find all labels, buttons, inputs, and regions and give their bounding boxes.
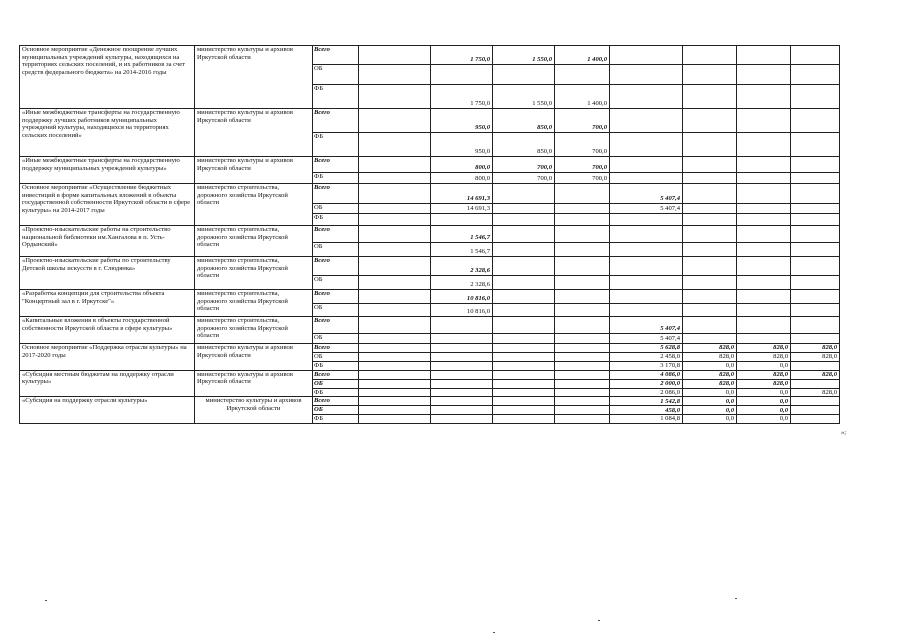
funding-source-cell: ФБ [313, 133, 359, 157]
amount-cell [683, 290, 737, 304]
table-row [20, 157, 840, 173]
amount-cell [737, 133, 791, 157]
amount-cell: 14 691,3 [431, 204, 493, 214]
amount-cell [791, 85, 840, 109]
amount-cell: 0,0 [683, 397, 737, 406]
amount-cell [359, 379, 431, 388]
amount-cell [493, 334, 555, 344]
amount-cell [610, 133, 683, 157]
amount-cell [493, 353, 555, 362]
amount-cell [791, 397, 840, 406]
amount-cell [683, 226, 737, 243]
amount-cell [555, 304, 610, 317]
amount-cell: 1 546,7 [431, 226, 493, 243]
amount-cell: 850,0 [493, 109, 555, 133]
amount-cell [359, 173, 431, 184]
amount-cell [359, 353, 431, 362]
amount-cell [359, 257, 431, 276]
amount-cell [737, 243, 791, 257]
amount-cell [683, 214, 737, 226]
amount-cell [683, 317, 737, 334]
amount-cell [359, 276, 431, 290]
amount-cell [493, 397, 555, 406]
amount-cell [359, 204, 431, 214]
funding-source-cell: ОБ [313, 334, 359, 344]
amount-cell: 1 550,0 [493, 85, 555, 109]
amount-cell: 700,0 [555, 133, 610, 157]
amount-cell [683, 173, 737, 184]
amount-cell: 0,0 [737, 388, 791, 397]
activity-name-cell: «Капитальные вложения в объекты государственной собственности Иркутской области в сфере культуры» [20, 317, 195, 344]
budget-table [19, 45, 840, 424]
amount-cell [737, 214, 791, 226]
amount-cell: 700,0 [555, 109, 610, 133]
amount-cell [610, 157, 683, 173]
amount-cell: 828,0 [683, 370, 737, 379]
amount-cell [791, 214, 840, 226]
funding-source-cell: Всего [313, 290, 359, 304]
funding-source-cell: ОБ [313, 379, 359, 388]
amount-cell: 828,0 [791, 370, 840, 379]
amount-cell: 828,0 [683, 379, 737, 388]
amount-cell: 828,0 [791, 353, 840, 362]
amount-cell [737, 184, 791, 204]
activity-name-cell: «Субсидия местным бюджетам на поддержку отрасли культуры» [20, 370, 195, 397]
amount-cell [737, 290, 791, 304]
amount-cell: 828,0 [737, 353, 791, 362]
amount-cell: 14 691,3 [431, 184, 493, 204]
amount-cell [791, 379, 840, 388]
closing-quote-mark: »; [841, 429, 847, 436]
amount-cell: 950,0 [431, 109, 493, 133]
amount-cell [359, 317, 431, 334]
amount-cell [791, 334, 840, 344]
table-row [20, 46, 840, 65]
funding-source-cell: ОБ [313, 65, 359, 85]
funding-source-cell: ОБ [313, 243, 359, 257]
amount-cell [359, 344, 431, 353]
activity-name-cell: «Разработка концепции для строительства объекта "Концертный зал в г. Иркутске"» [20, 290, 195, 317]
amount-cell [555, 334, 610, 344]
amount-cell: 828,0 [791, 344, 840, 353]
activity-name-cell: «Субсидия на поддержку отрасли культуры» [20, 397, 195, 424]
amount-cell [431, 379, 493, 388]
table-row [20, 226, 840, 243]
amount-cell [493, 370, 555, 379]
executor-cell: министерство культуры и архивов Иркутской области [195, 109, 313, 157]
amount-cell [683, 46, 737, 65]
funding-source-cell: ФБ [313, 214, 359, 226]
amount-cell [555, 214, 610, 226]
amount-cell [737, 257, 791, 276]
table-row [20, 290, 840, 304]
amount-cell [610, 65, 683, 85]
funding-source-cell: ФБ [313, 388, 359, 397]
executor-cell: министерство культуры и архивов Иркутской области [195, 397, 313, 424]
amount-cell [431, 388, 493, 397]
amount-cell [737, 65, 791, 85]
amount-cell [555, 370, 610, 379]
amount-cell [555, 344, 610, 353]
amount-cell [493, 388, 555, 397]
table-row [20, 397, 840, 406]
amount-cell: 1 750,0 [431, 46, 493, 65]
amount-cell [555, 397, 610, 406]
amount-cell [359, 406, 431, 415]
funding-source-cell: Всего [313, 157, 359, 173]
amount-cell [431, 344, 493, 353]
amount-cell [791, 173, 840, 184]
amount-cell [555, 388, 610, 397]
table-row [20, 370, 840, 379]
amount-cell [555, 257, 610, 276]
amount-cell [359, 65, 431, 85]
amount-cell [493, 243, 555, 257]
amount-cell [737, 334, 791, 344]
amount-cell [359, 397, 431, 406]
amount-cell [737, 204, 791, 214]
amount-cell [493, 226, 555, 243]
table-row [20, 344, 840, 353]
amount-cell [493, 204, 555, 214]
amount-cell [683, 85, 737, 109]
funding-source-cell: Всего [313, 226, 359, 243]
amount-cell: 2 000,0 [610, 379, 683, 388]
amount-cell [493, 214, 555, 226]
funding-source-cell: Всего [313, 109, 359, 133]
amount-cell: 1 400,0 [555, 46, 610, 65]
amount-cell [555, 415, 610, 424]
amount-cell: 5 628,8 [610, 344, 683, 353]
amount-cell [737, 85, 791, 109]
amount-cell [493, 415, 555, 424]
activity-name-cell: «Проектно-изыскательские работы на строительство национальной библиотеки им.Хангалова в п. Усть-Ордынский» [20, 226, 195, 257]
amount-cell [493, 379, 555, 388]
amount-cell: 5 407,4 [610, 204, 683, 214]
amount-cell: 850,0 [493, 133, 555, 157]
amount-cell: 10 816,0 [431, 290, 493, 304]
amount-cell [737, 304, 791, 317]
amount-cell: 828,0 [683, 353, 737, 362]
amount-cell [359, 157, 431, 173]
scan-speck [598, 620, 600, 621]
funding-source-cell: ФБ [313, 362, 359, 371]
amount-cell [431, 65, 493, 85]
amount-cell: 1 400,0 [555, 85, 610, 109]
amount-cell [683, 109, 737, 133]
amount-cell [555, 243, 610, 257]
amount-cell [791, 226, 840, 243]
amount-cell: 828,0 [737, 344, 791, 353]
amount-cell [683, 304, 737, 317]
amount-cell [431, 397, 493, 406]
amount-cell [683, 204, 737, 214]
amount-cell [359, 85, 431, 109]
amount-cell [555, 406, 610, 415]
amount-cell [791, 109, 840, 133]
amount-cell [493, 290, 555, 304]
amount-cell: 1 546,7 [431, 243, 493, 257]
activity-name-cell: «Проектно-изыскательские работы по строительству Детской школы искусств в г. Слюдянка» [20, 257, 195, 290]
amount-cell [683, 133, 737, 157]
amount-cell [683, 334, 737, 344]
funding-source-cell: ОБ [313, 304, 359, 317]
amount-cell [493, 344, 555, 353]
amount-cell [610, 214, 683, 226]
amount-cell: 0,0 [683, 388, 737, 397]
amount-cell: 828,0 [737, 370, 791, 379]
amount-cell [359, 334, 431, 344]
amount-cell: 800,0 [431, 173, 493, 184]
amount-cell: 5 407,4 [610, 184, 683, 204]
amount-cell: 0,0 [737, 397, 791, 406]
amount-cell [610, 257, 683, 276]
amount-cell [555, 290, 610, 304]
executor-cell: министерство строительства, дорожного хозяйства Иркутской области [195, 184, 313, 226]
amount-cell [359, 226, 431, 243]
amount-cell: 828,0 [791, 388, 840, 397]
funding-source-cell: ФБ [313, 173, 359, 184]
amount-cell [359, 362, 431, 371]
amount-cell: 0,0 [737, 362, 791, 371]
amount-cell: 828,0 [737, 379, 791, 388]
amount-cell [610, 243, 683, 257]
amount-cell [683, 157, 737, 173]
amount-cell: 1 084,8 [610, 415, 683, 424]
amount-cell: 2 328,6 [431, 257, 493, 276]
amount-cell: 700,0 [555, 173, 610, 184]
amount-cell [493, 257, 555, 276]
table-row [20, 184, 840, 204]
amount-cell [359, 133, 431, 157]
funding-source-cell: ОБ [313, 204, 359, 214]
amount-cell: 2 086,0 [610, 388, 683, 397]
funding-source-cell: Всего [313, 184, 359, 204]
amount-cell [431, 362, 493, 371]
amount-cell [610, 304, 683, 317]
amount-cell [737, 317, 791, 334]
amount-cell: 828,0 [683, 344, 737, 353]
funding-source-cell: Всего [313, 257, 359, 276]
funding-source-cell: Всего [313, 317, 359, 334]
amount-cell [737, 157, 791, 173]
amount-cell [791, 157, 840, 173]
amount-cell [610, 173, 683, 184]
amount-cell [493, 304, 555, 317]
executor-cell: министерство строительства, дорожного хозяйства Иркутской области [195, 257, 313, 290]
amount-cell: 4 086,0 [610, 370, 683, 379]
amount-cell [493, 317, 555, 334]
amount-cell [431, 370, 493, 379]
amount-cell [359, 415, 431, 424]
amount-cell [737, 226, 791, 243]
amount-cell [610, 226, 683, 243]
amount-cell [359, 243, 431, 257]
scan-speck [493, 632, 495, 633]
amount-cell [610, 276, 683, 290]
amount-cell [791, 204, 840, 214]
activity-name-cell: «Иные межбюджетные трансферты на государственную поддержку муниципальных учреждений культуры» [20, 157, 195, 184]
amount-cell [683, 184, 737, 204]
amount-cell [683, 257, 737, 276]
amount-cell [431, 353, 493, 362]
table-row [20, 317, 840, 334]
amount-cell [737, 276, 791, 290]
amount-cell [493, 362, 555, 371]
amount-cell [555, 204, 610, 214]
amount-cell [555, 353, 610, 362]
amount-cell [359, 304, 431, 317]
amount-cell [493, 65, 555, 85]
amount-cell [431, 406, 493, 415]
funding-source-cell: ОБ [313, 353, 359, 362]
funding-source-cell: ОБ [313, 276, 359, 290]
scan-speck [45, 600, 47, 601]
amount-cell [791, 184, 840, 204]
amount-cell [431, 415, 493, 424]
amount-cell: 1 750,0 [431, 85, 493, 109]
amount-cell [555, 379, 610, 388]
amount-cell [555, 65, 610, 85]
amount-cell: 458,0 [610, 406, 683, 415]
executor-cell: министерство строительства, дорожного хозяйства Иркутской области [195, 317, 313, 344]
amount-cell [791, 46, 840, 65]
amount-cell [791, 133, 840, 157]
amount-cell [737, 173, 791, 184]
scan-speck [735, 598, 737, 599]
activity-name-cell: Основное мероприятие «Поддержка отрасли культуры» на 2017-2020 годы [20, 344, 195, 371]
amount-cell [610, 290, 683, 304]
activity-name-cell: Основное мероприятие «Денежное поощрение лучших муниципальных учреждений культуры, находящихся на территориях сельских поселений, и их работников за счет средств федерального бюджета» на 2014-2016 годы [20, 46, 195, 109]
executor-cell: министерство культуры и архивов Иркутской области [195, 370, 313, 397]
amount-cell [493, 406, 555, 415]
amount-cell [791, 406, 840, 415]
amount-cell [555, 362, 610, 371]
amount-cell [791, 243, 840, 257]
amount-cell [431, 214, 493, 226]
amount-cell [610, 85, 683, 109]
amount-cell: 1 542,8 [610, 397, 683, 406]
amount-cell: 0,0 [683, 362, 737, 371]
amount-cell [683, 243, 737, 257]
amount-cell: 0,0 [683, 415, 737, 424]
amount-cell [493, 276, 555, 290]
amount-cell [555, 317, 610, 334]
amount-cell: 800,0 [431, 157, 493, 173]
funding-source-cell: ОБ [313, 406, 359, 415]
amount-cell: 2 458,0 [610, 353, 683, 362]
activity-name-cell: «Иные межбюджетные трансферты на государственную поддержку лучших работников муниципальных учреждений культуры, находящихся на территориях сельских поселений» [20, 109, 195, 157]
amount-cell [359, 370, 431, 379]
amount-cell [431, 334, 493, 344]
executor-cell: министерство строительства, дорожного хозяйства Иркутской области [195, 226, 313, 257]
amount-cell: 10 816,0 [431, 304, 493, 317]
activity-name-cell: Основное мероприятие «Осуществление бюджетных инвестиций в форме капитальных вложений в объекты государственной собственности Иркутской области в сфере культуры» на 2014-2017 годы [20, 184, 195, 226]
table-row [20, 109, 840, 133]
executor-cell: министерство строительства, дорожного хозяйства Иркутской области [195, 290, 313, 317]
amount-cell [683, 276, 737, 290]
amount-cell [359, 290, 431, 304]
funding-source-cell: ФБ [313, 85, 359, 109]
amount-cell: 700,0 [493, 173, 555, 184]
amount-cell [737, 46, 791, 65]
amount-cell: 5 407,4 [610, 317, 683, 334]
amount-cell [359, 46, 431, 65]
executor-cell: министерство культуры и архивов Иркутской области [195, 157, 313, 184]
amount-cell [359, 388, 431, 397]
amount-cell [791, 65, 840, 85]
amount-cell [359, 109, 431, 133]
amount-cell [431, 317, 493, 334]
amount-cell: 1 550,0 [493, 46, 555, 65]
funding-source-cell: Всего [313, 46, 359, 65]
amount-cell [359, 184, 431, 204]
executor-cell: министерство культуры и архивов Иркутской области [195, 46, 313, 109]
funding-source-cell: Всего [313, 397, 359, 406]
funding-source-cell: Всего [313, 344, 359, 353]
amount-cell [610, 109, 683, 133]
amount-cell [791, 317, 840, 334]
executor-cell: министерство культуры и архивов Иркутской области [195, 344, 313, 371]
amount-cell: 700,0 [493, 157, 555, 173]
amount-cell [791, 276, 840, 290]
amount-cell [683, 65, 737, 85]
amount-cell: 700,0 [555, 157, 610, 173]
funding-source-cell: Всего [313, 370, 359, 379]
amount-cell: 0,0 [683, 406, 737, 415]
funding-source-cell: ФБ [313, 415, 359, 424]
amount-cell: 0,0 [737, 406, 791, 415]
amount-cell: 5 407,4 [610, 334, 683, 344]
amount-cell: 950,0 [431, 133, 493, 157]
table-row [20, 257, 840, 276]
amount-cell [555, 276, 610, 290]
amount-cell [791, 415, 840, 424]
amount-cell [791, 290, 840, 304]
amount-cell [610, 46, 683, 65]
amount-cell [493, 184, 555, 204]
amount-cell [555, 184, 610, 204]
amount-cell: 3 170,8 [610, 362, 683, 371]
amount-cell [791, 362, 840, 371]
amount-cell [555, 226, 610, 243]
amount-cell: 2 328,6 [431, 276, 493, 290]
amount-cell [791, 257, 840, 276]
amount-cell [791, 304, 840, 317]
amount-cell [737, 109, 791, 133]
amount-cell: 0,0 [737, 415, 791, 424]
amount-cell [359, 214, 431, 226]
